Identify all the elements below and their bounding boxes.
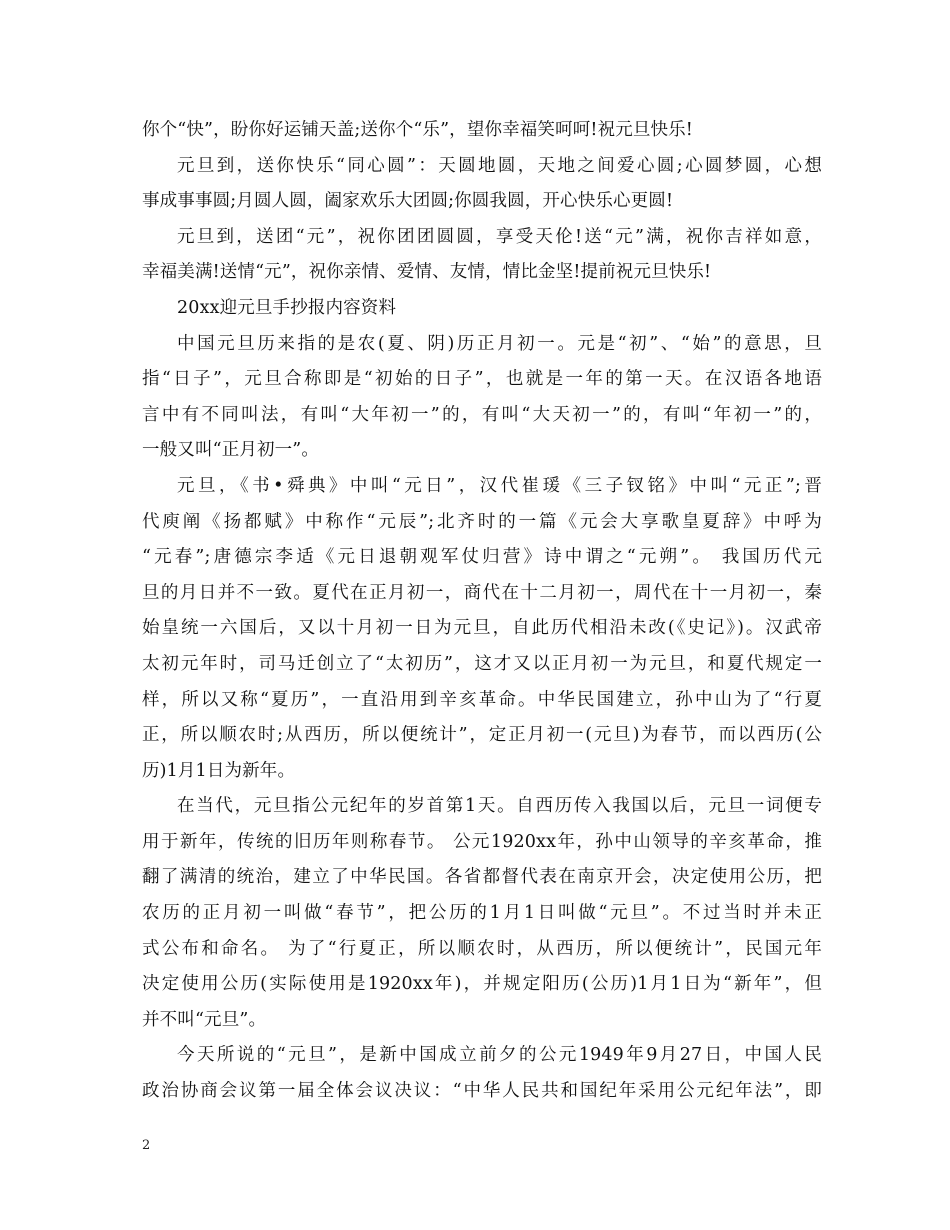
text-line: 样，所以又称“夏历”，一直沿用到辛亥革命。中华民国建立，孙中山为了“行夏 — [142, 689, 822, 710]
text-line: 代庾阐《扬都赋》中称作“元辰”;北齐时的一篇《元会大享歌皇夏辞》中呼为 — [142, 511, 822, 532]
text-line: 一般又叫“正月初一”。 — [142, 440, 320, 461]
text-line: 农历的正月初一叫做“春节”，把公历的1月1日叫做“元旦”。不过当时并未正 — [142, 903, 822, 924]
text-line: 正，所以顺农时;从西历，所以便统计”，定正月初一(元旦)为春节，而以西历(公 — [142, 725, 822, 746]
text-line: 事成事事圆;月圆人圆，阖家欢乐大团圆;你圆我圆，开心快乐心更圆! — [142, 191, 674, 212]
text-line: 今天所说的“元旦”，是新中国成立前夕的公元1949年9月27日，中国人民 — [177, 1045, 822, 1066]
page-number: 2 — [142, 1138, 151, 1153]
text-line: 用于新年，传统的旧历年则称春节。 公元1920xx年，孙中山领导的辛亥革命，推 — [142, 831, 822, 852]
text-line: 并不叫“元旦”。 — [142, 1009, 267, 1030]
text-line: 元旦到，送你快乐“同心圆”：天圆地圆，天地之间爱心圆;心圆梦圆，心想 — [177, 155, 822, 176]
text-line: 20xx迎元旦手抄报内容资料 — [177, 297, 397, 318]
text-line: 始皇统一六国后，又以十月初一日为元旦，自此历代相沿未改(《史记》)。汉武帝 — [142, 618, 822, 639]
text-line: 翻了满清的统治，建立了中华民国。各省都督代表在南京开会，决定使用公历，把 — [142, 867, 822, 888]
text-line: 指“日子”，元旦合称即是“初始的日子”，也就是一年的第一天。在汉语各地语 — [142, 369, 822, 390]
text-line: 元旦，《书•舜典》中叫“元日”，汉代崔瑗《三子钗铭》中叫“元正”;晋 — [177, 475, 822, 496]
text-line: 太初元年时，司马迁创立了“太初历”，这才又以正月初一为元旦，和夏代规定一 — [142, 653, 822, 674]
text-line: 政治协商会议第一届全体会议决议：“中华人民共和国纪年采用公元纪年法”，即 — [142, 1081, 822, 1102]
text-line: 言中有不同叫法，有叫“大年初一”的，有叫“大天初一”的，有叫“年初一”的， — [142, 404, 822, 425]
text-line: 元旦到，送团“元”，祝你团团圆圆，享受天伦!送“元”满，祝你吉祥如意， — [177, 226, 822, 247]
text-line: 幸福美满!送情“元”，祝你亲情、爱情、友情，情比金坚!提前祝元旦快乐! — [142, 262, 712, 283]
text-line: 中国元旦历来指的是农(夏、阴)历正月初一。元是“初”、“始”的意思，旦 — [177, 333, 822, 354]
text-line: 你个“快”，盼你好运铺天盖;送你个“乐”，望你幸福笑呵呵!祝元旦快乐! — [142, 120, 693, 140]
document-body — [142, 113, 822, 1110]
text-line: “元春”;唐德宗李适《元日退朝观军仗归营》诗中谓之“元朔”。 我国历代元 — [142, 547, 822, 568]
text-line: 历)1月1日为新年。 — [142, 760, 296, 781]
text-line: 旦的月日并不一致。夏代在正月初一，商代在十二月初一，周代在十一月初一，秦 — [142, 582, 822, 603]
text-line: 式公布和命名。 为了“行夏正，所以顺农时，从西历，所以便统计”，民国元年 — [142, 938, 822, 959]
text-line: 在当代，元旦指公元纪年的岁首第1天。自西历传入我国以后，元旦一词便专 — [177, 796, 822, 817]
text-line: 决定使用公历(实际使用是1920xx年)，并规定阳历(公历)1月1日为“新年”，但 — [142, 974, 822, 995]
